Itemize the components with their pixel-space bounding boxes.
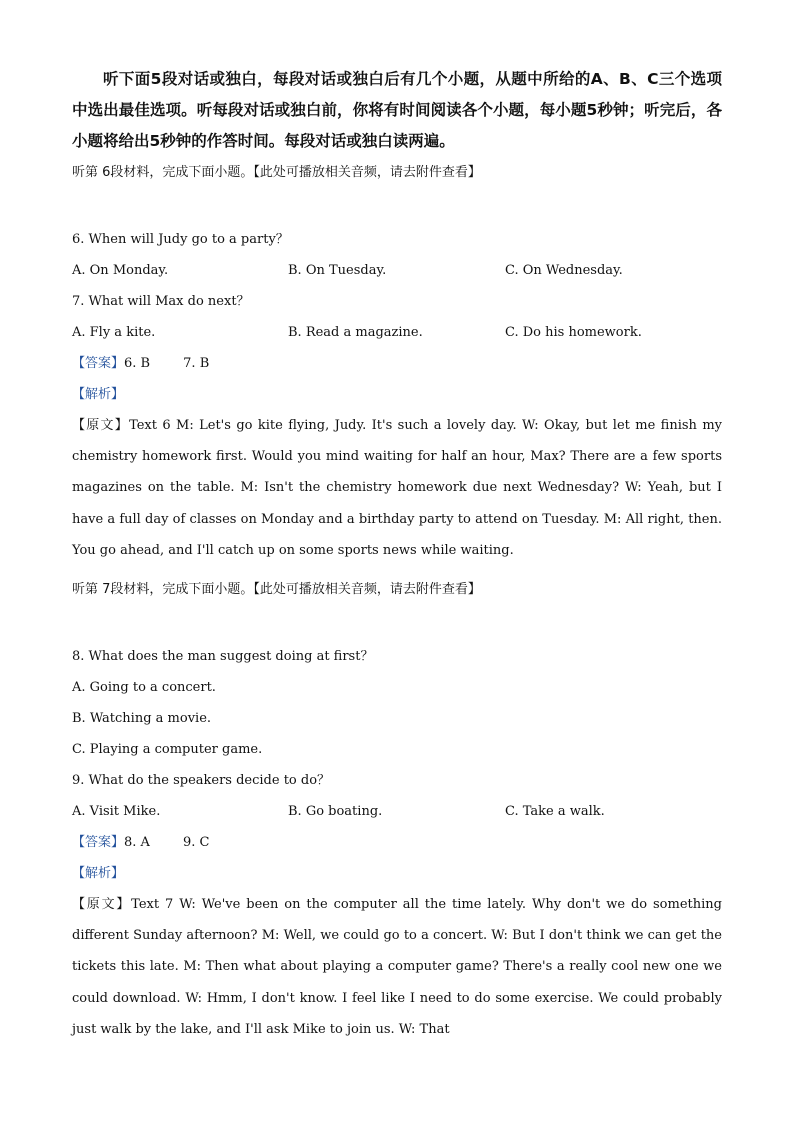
answer-tag: 【答案】	[72, 835, 125, 851]
listening-instructions: 听下面5段对话或独白，每段对话或独白后有几个小题，从题中所给的A、B、C三个选项中选出最佳选项。听每段对话或独白前，你将有时间阅读各个小题，每小题5秒钟；听完后，各小题将给出5秒钟的作答时间。每段对话或独白读两遍。	[72, 70, 722, 150]
option-a: A. On Monday.	[72, 263, 169, 278]
question-7: 7. What will Max do next？	[72, 294, 250, 309]
option-b: B. Go boating.	[288, 804, 383, 820]
option-c: C. Take a walk.	[505, 804, 605, 820]
option-c: C. Playing a computer game.	[72, 742, 263, 758]
option-c: C. On Wednesday.	[505, 263, 623, 278]
section-7-heading: 听第 7段材料，完成下面小题。【此处可播放相关音频，请去附件查看】	[72, 582, 481, 598]
answer-text: 8. A 9. C	[124, 835, 210, 851]
answer-text: 6. B 7. B	[124, 356, 210, 371]
analysis-line	[72, 379, 722, 410]
question-6: 6. When will Judy go to a party？	[72, 232, 289, 247]
analysis-tag: 【解析】	[72, 387, 125, 402]
option-a: A. Going to a concert.	[72, 680, 216, 696]
option-c: C. Do his homework.	[505, 325, 642, 340]
analysis-tag: 【解析】	[72, 866, 125, 882]
option-b: B. Watching a movie.	[72, 711, 212, 727]
question-9-options	[72, 796, 722, 827]
question-8: 8. What does the man suggest doing at first？	[72, 649, 374, 665]
transcript-tag: 【原文】	[72, 897, 132, 913]
transcript-7	[72, 889, 722, 1045]
transcript-text: Text 6 M: Let's go kite flying, Judy. It's such a lovely day. W: Okay, but let me finish my chemistry homework first. Would you mind waiting for half an hour, Max? There are a few sports magazines on the table. M: Isn't the chemistry homework due next Wednesday? W: Yeah, but I have a full day of classes on Monday and a birthday party to attend on Tuesday. M: All right, then. You go ahead, and I'll catch up on some sports news while waiting.	[72, 418, 722, 558]
option-b: B. On Tuesday.	[288, 263, 387, 278]
option-b: B. Read a magazine.	[288, 325, 423, 340]
answer-tag: 【答案】	[72, 356, 125, 371]
transcript-text: Text 7 W: We've been on the computer all the time lately. Why don't we do something different Sunday afternoon? M: Well, we could go to a concert. W: But I don't think we can get the tickets this late. M: Then what about playing a computer game? There's a really cool new one we could download. W: Hmm, I don't know. I feel like I need to do some exercise. We could probably just walk by the lake, and I'll ask Mike to join us. W: That	[72, 897, 722, 1037]
answer-line	[72, 348, 722, 379]
option-a: A. Fly a kite.	[72, 325, 156, 340]
question-6-options	[72, 255, 722, 286]
question-9: 9. What do the speakers decide to do？	[72, 773, 331, 789]
option-a: A. Visit Mike.	[72, 804, 161, 820]
spacer	[72, 188, 722, 224]
answer-line	[72, 827, 722, 858]
analysis-line	[72, 858, 722, 889]
exam-page	[72, 64, 722, 1045]
transcript-6	[72, 410, 722, 566]
question-7-options	[72, 317, 722, 348]
spacer	[72, 605, 722, 641]
transcript-tag: 【原文】	[72, 418, 130, 433]
section-6-heading: 听第 6段材料，完成下面小题。【此处可播放相关音频，请去附件查看】	[72, 165, 481, 180]
